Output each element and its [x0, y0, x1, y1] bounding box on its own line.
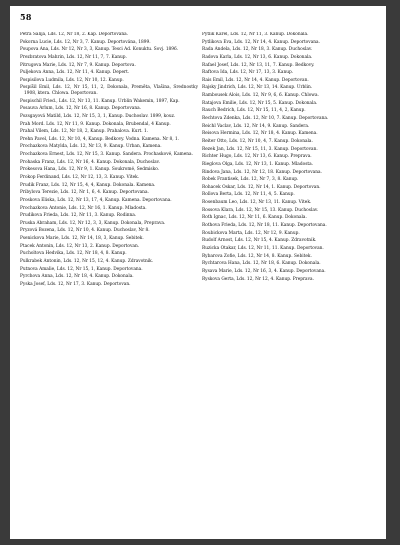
- list-item: Rauch Bedrich, Lds. 12, Nr 15, 11, 4, 2, Kanup.: [202, 108, 306, 114]
- column-left: [20, 32, 198, 534]
- list-item: Pospíšil Emil, Lds. 12, Nr 15, 11, 2, Dokonala, Preměta, Vlašina, Srednostky 1908, ktera. Chlowa. Deportovan.: [20, 85, 198, 96]
- list-item: Pytlik Karel, Lds. 12, Nr 11, 3. Kanup. Dokonala.: [202, 32, 309, 37]
- list-item: Posauva Arlum, Lds. 12, Nr 16, 8. Kanup. Deportovana.: [20, 106, 142, 112]
- list-item: Rybarova Zofie, Lds. 12, Nr 14, 8. Kanup. Sebitek.: [202, 253, 312, 259]
- list-item: Prochazkova Matylda, Lds. 12, Nr 13, 9. Kanup. Urban, Kamena.: [20, 144, 162, 150]
- list-item: Prokesova Hana, Lds. 12, Nr 9, 1. Kanup. Soukromé, Sedmisko.: [20, 167, 160, 173]
- list-item: Pulkrabek Antonin, Lds. 12, Nr 15, 12, 4. Kanup. Zdravotnik.: [20, 259, 154, 265]
- list-item: Richter Hugo, Lds. 12, Nr 13, 6. Kanup. Preprava.: [202, 154, 312, 160]
- list-item: Proskova Eliska, Lds. 12, Nr 13, 17, 4, Kanup. Kamena. Deportovana.: [20, 197, 172, 203]
- list-item: Puljekova Anna, Lds. 12, Nr 11, 4. Kanup. Depert.: [20, 70, 130, 76]
- list-item: Pitrugova Marie, Lds. 12, Nr 7, 9. Kanup. Deportova.: [20, 62, 136, 68]
- list-item: Prochazkova Ernest, Lds. 12, Nr 15, 3. Kanup. Sandera. Prochaskové, Kamena.: [20, 152, 193, 158]
- document-page: [10, 6, 386, 539]
- list-item: Robek Frantisek, Lds. 12, Nr 7, 3, 8. Kanup.: [202, 177, 299, 183]
- list-item: Rezek Jan, Lds. 12, Nr 15, 11, 3. Kanup. Deportovan.: [202, 146, 318, 152]
- list-item: Rafael Josef, Lds. 12, Nr 13, 11, 7. Kanup. Bedkovy.: [202, 62, 315, 68]
- list-item: Prahal Vilem, Lds. 12, Nr 18, 2, Kanup. Prahalova. Kurt. 1.: [20, 129, 149, 135]
- list-item: Prezbratova Mahrin, Lds. 12, Nr 11, 7, 7. Kanup.: [20, 54, 127, 60]
- list-item: Ryskova Gerta, Lds. 12, Nr 12, 4. Kanup. Preprava.: [202, 276, 314, 282]
- list-item: Ptacek Antonin, Lds. 12, Nr 13, 2. Kanup. Deportovan.: [20, 243, 140, 249]
- list-item: Pospisilova Ludmila, Lds. 12, Nr 10, 12. Kanup.: [20, 77, 124, 83]
- list-item: Pyska Josef, Lds. 12, Nr 17, 3. Kanup. Deportovan.: [20, 281, 131, 287]
- list-item: Prokop Ferdinand, Lds. 12, Nr 12, 13, 3. Kanup. Vitek.: [20, 174, 140, 180]
- list-item: Pozsgayová Matild, Lds. 12, Nr 15, 3, 1, Kanup. Duchoslav. 1899, kouz.: [20, 113, 176, 119]
- list-item: Reisova Hermina, Lds. 12, Nr 18, 4. Kanup. Kamena.: [202, 131, 318, 137]
- list-item: Psenickova Marie, Lds. 12, Nr 14, 18, 3, Kanup. Sebitek.: [20, 236, 144, 242]
- list-item: Pucholtova Hedvika, Lds. 12, Nr 18, 4, 8. Kanup.: [20, 251, 127, 257]
- list-item: Radova Karla, Lds. 12, Nr 13, 6. Kanup. Dokonala.: [202, 54, 313, 60]
- list-item: Rohacek Oskar, Lds. 12, Nr 14, 1. Kanup. Deportovan.: [202, 184, 321, 190]
- list-item: Rais Emil, Lds. 12, Nr 14, 4. Kanup. Deportovan.: [202, 77, 309, 83]
- list-item: Rada Andela, Lds. 12, Nr 18, 3. Kanup. Duchoslav.: [202, 47, 313, 53]
- list-item: Pyrchova Anna, Lds. 12, Nr 18, 4. Kanup. Dokonala.: [20, 274, 134, 280]
- list-item: Pruska Abraham, Lds. 12, Nr 12, 3, 3, Kanup. Dokonala, Preprava.: [20, 220, 166, 226]
- list-item: Rajsky Jindrich, Lds. 12, Nr 13, 14. Kanup. Urblin.: [202, 85, 313, 91]
- list-item: Ruzicka Otakar, Lds. 12, Nr 11, 11. Kanup. Deportovan.: [202, 245, 324, 251]
- list-item: Poupova Ana, Lds. Nr 12, Nr 3, 3, Kanup. Tesci Ad. Konuktu. Sovj. 1896.: [20, 47, 179, 53]
- list-item: Pryzová Bozena, Lds. 12, Nr 10, 4. Kanup. Duchoslav, Nr 8.: [20, 228, 150, 234]
- list-item: Rindova Jana, Lds. 12, Nr 12, 18. Kanup. Deportovana.: [202, 169, 322, 175]
- list-item: Rollova Berta, Lds. 12, Nr 11, 4, 5. Kanup.: [202, 192, 295, 198]
- list-item: Prudikova Frieda, Lds. 12, Nr 11, 3. Kanup. Rodinna.: [20, 213, 137, 219]
- list-item: Rechtova Zdenka, Lds. 12, Nr 10, 7. Kanup. Deportovana.: [202, 116, 329, 122]
- list-item: Rieglova Olga, Lds. 12, Nr 13, 1. Kanup. Mladosta.: [202, 161, 314, 167]
- list-item: Prudik Franz, Lds. 12, Nr 15, 4, 4, Kanup. Dokonala. Kamena.: [20, 182, 156, 188]
- list-item: Pokorna Lucie, Lds. 12, Nr 3, 7. Kanup. Deportována, 1899.: [20, 39, 151, 45]
- list-item: Prohaska Franz, Lds. 12, Nr 16, 4. Kanup. Dokonala, Duchoslav.: [20, 159, 160, 165]
- list-item: Reichl Vaclav, Lds. 12, Nr 14, 9. Kanup. Sandera.: [202, 123, 310, 129]
- list-item: Prochazkova Antonie, Lds. 12, Nr 16, 1. Kanup. Mladosta.: [20, 205, 147, 211]
- list-item: Prehn Pavel, Lds. 12, Nr 10, 4, Kanup. Bedkovy. Vodna. Kamena. Nr 8, 1.: [20, 136, 180, 142]
- list-item: Ratajova Emilie, Lds. 12, Nr 15, 5. Kanup. Dokonala.: [202, 100, 318, 106]
- list-item: Rychtarova Hana, Lds. 12, Nr 18, 6. Kanup. Dokonala.: [202, 261, 321, 267]
- list-item: Roubickova Marta, Lds. 12, Nr 12, 9. Kanup.: [202, 230, 300, 236]
- list-item: Raftova Ida, Lds. 12, Nr 17, 13, 3. Kanup.: [202, 70, 294, 76]
- list-item: Rossova Klara, Lds. 12, Nr 15, 13. Kanup. Duchoslav.: [202, 207, 319, 213]
- list-item: Roth Ignac, Lds. 12, Nr 11, 6. Kanup. Dokonala.: [202, 215, 307, 221]
- list-item: Rothova Frieda, Lds. 12, Nr 18, 11. Kanup. Deportovana.: [202, 223, 327, 229]
- list-item: Rambousek Alois, Lds. 12, Nr 9, 6, 6. Kanup. Chlowa.: [202, 93, 319, 99]
- list-item: Pribylova Terezie, Lds. 12, Nr 1, 6, 4. Kanup. Deportovana.: [20, 190, 149, 196]
- list-item: Rysava Marie, Lds. 12, Nr 16, 3, 4. Kanup. Deportovana.: [202, 268, 326, 274]
- page-number: 58: [20, 12, 32, 22]
- list-item: Pospischil Fried., Lds. 12, Nr 13, 11. Kanup. Urblin Wakemin, 1897, Kap.: [20, 98, 180, 104]
- list-item: Putnova Amalie, Lds. 12, Nr 15, 1, Kanup. Deportovana.: [20, 266, 143, 272]
- list-item: Rudolf Arnost, Lds. 12, Nr 15, 4. Kanup. Zdravotnik.: [202, 238, 317, 244]
- list-item: Prah Mord. Lds. 12, Nr 11, 9. Kanup. Dokonala, Brubendal, 4 Kanup.: [20, 121, 171, 127]
- list-item: Reiter Otto, Lds. 12, Nr 10, 4, 7. Kanup. Dokonala.: [202, 138, 313, 144]
- column-right: [202, 32, 380, 534]
- list-item: Rosenbaum Leo, Lds. 12, Nr 13, 11. Kanup. Vitek.: [202, 200, 312, 206]
- list-item: Petra Salija, Lds. 12, Nr 18, 2. Kap. Deportovana.: [20, 32, 129, 37]
- list-item: Pytlikova Eva, Lds. 12, Nr 14, 4. Kanup. Deportovana.: [202, 39, 320, 45]
